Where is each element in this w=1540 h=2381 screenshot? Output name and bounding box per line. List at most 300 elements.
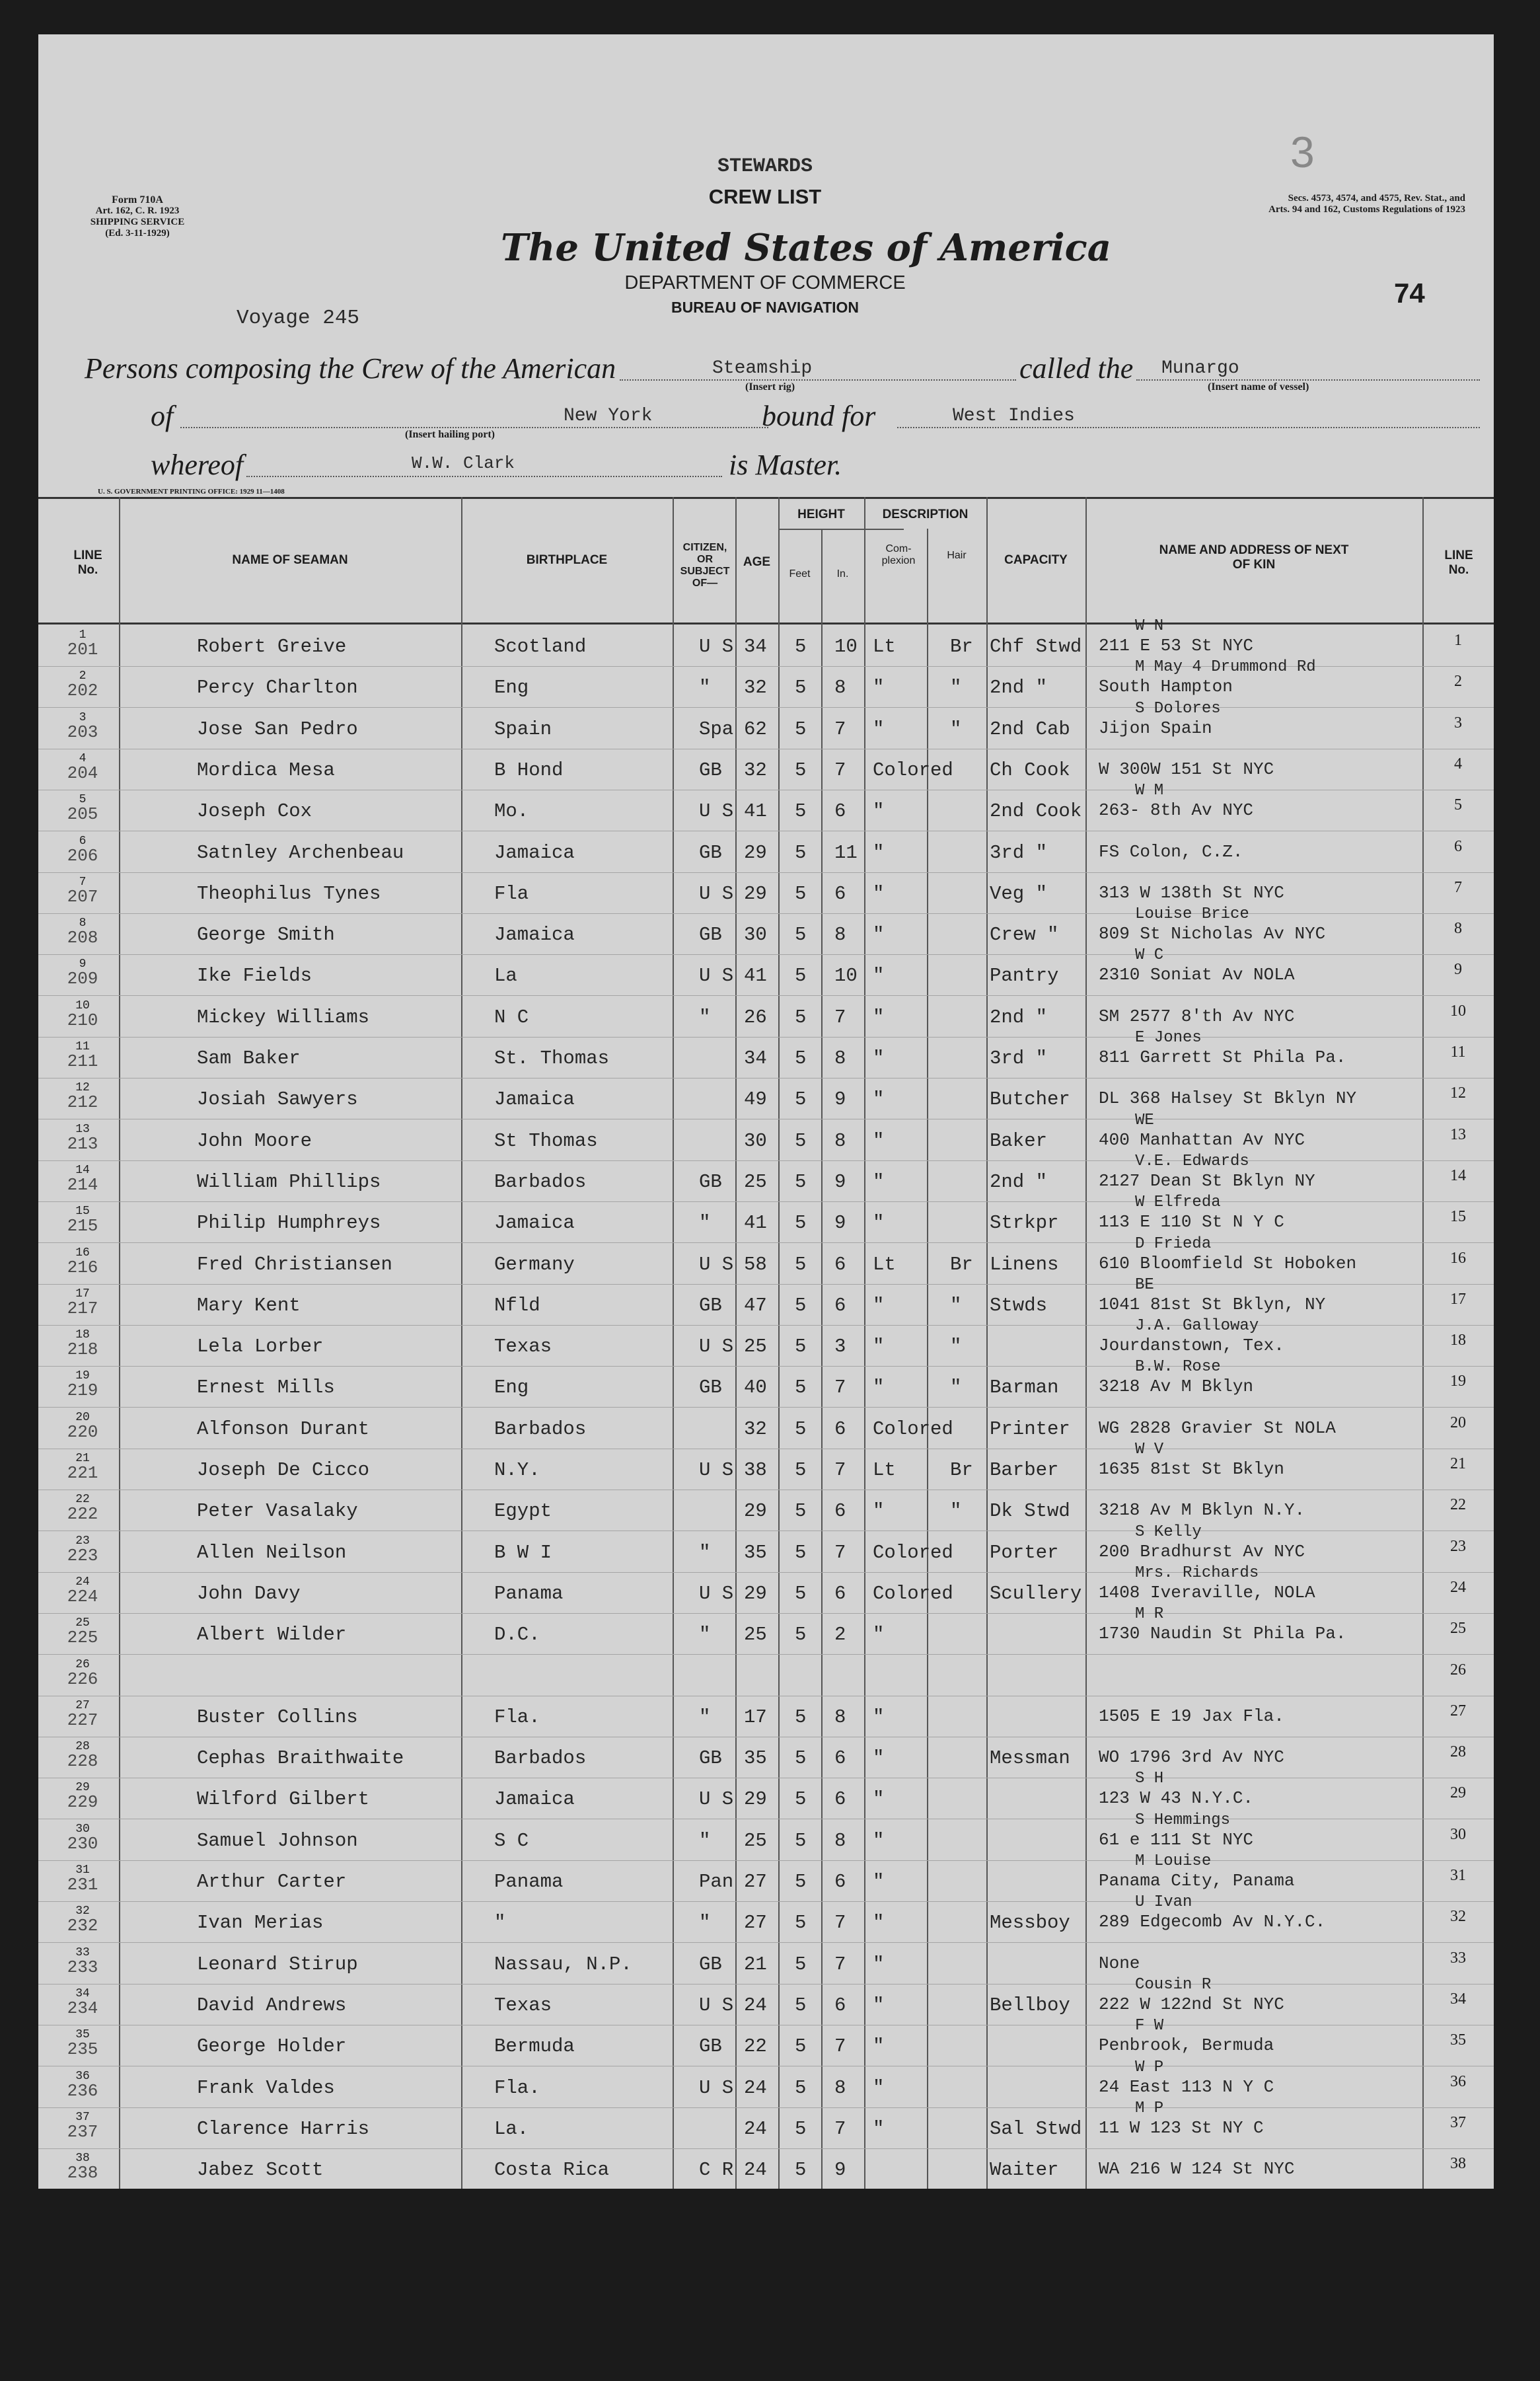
- cell-name: Samuel Johnson: [197, 1829, 358, 1852]
- cell-age: 38: [744, 1459, 767, 1481]
- cell-kin-address: 289 Edgecomb Av N.Y.C.: [1099, 1912, 1326, 1932]
- cell-cit: GB: [699, 1170, 722, 1193]
- line-code: 222: [67, 1504, 98, 1525]
- line-index: 34: [75, 1986, 90, 2000]
- table-top-border: [38, 497, 1494, 499]
- table-row: [38, 1737, 1494, 1778]
- cell-birth: Bermuda: [494, 2035, 575, 2058]
- cell-cap: Pantry: [990, 965, 1059, 987]
- cell-ft: 5: [795, 759, 807, 781]
- cell-ft: 5: [795, 1582, 807, 1605]
- cell-kin-name: W N: [1135, 617, 1164, 635]
- cell-comp: ": [873, 2035, 885, 2058]
- line-number-right: 6: [1454, 837, 1462, 855]
- cell-kin-address: W 300W 151 St NYC: [1099, 759, 1274, 779]
- line-number-right: 18: [1450, 1332, 1466, 1349]
- cell-cap: Bellboy: [990, 1994, 1070, 2016]
- cell-kin-address: 263- 8th Av NYC: [1099, 800, 1254, 821]
- department-title: DEPARTMENT OF COMMERCE: [624, 272, 906, 293]
- line-number-right: 19: [1450, 1373, 1466, 1390]
- cell-comp: ": [873, 1706, 885, 1728]
- table-row: [38, 1696, 1494, 1737]
- cell-birth: D.C.: [494, 1624, 540, 1646]
- line-code: 203: [67, 722, 98, 742]
- document-title: The United States of America: [501, 226, 1112, 270]
- cell-age: 25: [744, 1624, 767, 1646]
- cell-kin-name: M Louise: [1135, 1852, 1212, 1870]
- cell-name: George Smith: [197, 924, 335, 946]
- destination-fill-line: [897, 427, 1480, 428]
- line-number-left: [46, 1207, 119, 1236]
- header-hair: Hair: [947, 550, 967, 561]
- cell-cit: GB: [699, 2035, 722, 2058]
- cell-kin-name: J.A. Galloway: [1135, 1317, 1259, 1336]
- cell-age: 25: [744, 1336, 767, 1358]
- cell-comp: ": [873, 841, 885, 864]
- line-number-right: 29: [1450, 1784, 1466, 1802]
- cell-cit: GB: [699, 841, 722, 864]
- cell-ft: 5: [795, 718, 807, 740]
- cell-name: Mordica Mesa: [197, 759, 335, 781]
- cell-birth: B Hond: [494, 759, 564, 781]
- line-number-left: [46, 875, 119, 907]
- line-index: 21: [75, 1452, 90, 1465]
- line-number-left: [46, 834, 119, 866]
- cell-kin-name: S Dolores: [1135, 699, 1221, 718]
- line-index: 38: [75, 2152, 90, 2166]
- line-code: 224: [67, 1586, 98, 1606]
- cell-name: Frank Valdes: [197, 2076, 335, 2099]
- line-code: 202: [67, 681, 98, 701]
- cell-comp: ": [873, 965, 885, 987]
- table-row: [38, 1605, 1494, 1655]
- cell-age: 25: [744, 1170, 767, 1193]
- table-row: [38, 1358, 1494, 1408]
- cell-name: Albert Wilder: [197, 1624, 347, 1646]
- cell-cit: ": [699, 1212, 711, 1234]
- cell-kin-address: 1505 E 19 Jax Fla.: [1099, 1706, 1284, 1726]
- cell-comp: ": [873, 677, 885, 699]
- line-number-right: 21: [1450, 1455, 1466, 1472]
- line-number-left: [46, 795, 119, 824]
- line-index: 6: [79, 834, 87, 848]
- cell-birth: Egypt: [494, 1500, 552, 1523]
- table-row: [38, 1078, 1494, 1119]
- cell-age: 29: [744, 882, 767, 905]
- line-index: 13: [75, 1122, 90, 1136]
- line-code: 233: [67, 1957, 98, 1977]
- cell-cit: U S: [699, 1994, 734, 2016]
- cell-in: 8: [834, 1706, 846, 1728]
- cell-cit: U S: [699, 2076, 734, 2099]
- cell-cit: ": [699, 1541, 711, 1564]
- cell-kin-address: Panama City, Panama: [1099, 1871, 1295, 1891]
- cell-in: 7: [834, 1541, 846, 1564]
- cell-name: Joseph Cox: [197, 800, 312, 823]
- cell-cap: Veg ": [990, 882, 1048, 905]
- line-index: 16: [75, 1246, 90, 1260]
- cell-age: 24: [744, 2076, 767, 2099]
- cell-comp: ": [873, 1788, 885, 1811]
- line-number-right: 9: [1454, 961, 1462, 979]
- line-number-left: [46, 1536, 119, 1566]
- cell-ft: 5: [795, 1871, 807, 1893]
- cell-ft: 5: [795, 2117, 807, 2140]
- line-code: 234: [67, 1998, 98, 2018]
- cell-age: 17: [744, 1706, 767, 1728]
- voyage-number: Voyage 245: [237, 307, 360, 330]
- cell-in: 6: [834, 1994, 846, 2016]
- cell-age: 32: [744, 1417, 767, 1440]
- cell-kin-address: 313 W 138th St NYC: [1099, 882, 1284, 903]
- header-capacity: CAPACITY: [1004, 553, 1068, 567]
- cell-hair: ": [950, 1500, 962, 1523]
- cell-cit: GB: [699, 924, 722, 946]
- cell-birth: N C: [494, 1006, 529, 1028]
- cell-comp: ": [873, 2117, 885, 2140]
- cell-name: Joseph De Cicco: [197, 1459, 370, 1481]
- line-index: 8: [79, 917, 87, 930]
- cell-birth: B W I: [494, 1541, 552, 1564]
- line-index: 27: [75, 1698, 90, 1712]
- cell-cit: GB: [699, 1294, 722, 1316]
- cell-comp: Lt: [873, 1459, 896, 1481]
- cell-in: 6: [834, 1417, 846, 1440]
- cell-cit: ": [699, 1706, 711, 1728]
- cell-in: 7: [834, 1953, 846, 1975]
- line-code: 215: [67, 1216, 98, 1236]
- table-row: [38, 2099, 1494, 2149]
- form-info-line: (Ed. 3-11-1929): [105, 228, 170, 239]
- cell-kin-name: W Elfreda: [1135, 1193, 1221, 1212]
- cell-name: George Holder: [197, 2035, 347, 2058]
- line-number-right: 27: [1450, 1702, 1466, 1720]
- line-index: 25: [75, 1616, 90, 1630]
- cell-comp: Colored: [873, 759, 953, 781]
- cell-ft: 5: [795, 882, 807, 905]
- cell-ft: 5: [795, 1129, 807, 1152]
- line-code: 216: [67, 1257, 98, 1277]
- bound-for-label: bound for: [762, 400, 876, 432]
- table-row: [38, 1811, 1494, 1861]
- table-row: [38, 2058, 1494, 2108]
- cell-cap: Strkpr: [990, 1212, 1059, 1234]
- line-index: 30: [75, 1822, 90, 1836]
- stewards-stamp: STEWARDS: [717, 155, 813, 178]
- header-feet: Feet: [789, 568, 811, 580]
- cell-birth: Fla: [494, 882, 529, 905]
- cell-birth: La: [494, 965, 517, 987]
- line-code: 227: [67, 1710, 98, 1730]
- line-number-right: 22: [1450, 1496, 1466, 1514]
- line-number-right: 34: [1450, 1990, 1466, 2008]
- line-number-right: 4: [1454, 755, 1462, 773]
- line-code: 211: [67, 1051, 98, 1071]
- table-row: [38, 1029, 1494, 1078]
- cell-ft: 5: [795, 1253, 807, 1275]
- line-index: 37: [75, 2110, 90, 2124]
- line-index: 24: [75, 1575, 90, 1589]
- cell-age: 30: [744, 1129, 767, 1152]
- cell-name: Buster Collins: [197, 1706, 358, 1728]
- table-row: [38, 749, 1494, 790]
- line-number-left: [46, 1698, 119, 1730]
- cell-comp: ": [873, 2076, 885, 2099]
- cell-name: Philip Humphreys: [197, 1212, 381, 1234]
- cell-age: 41: [744, 800, 767, 823]
- cell-ft: 5: [795, 800, 807, 823]
- cell-in: 6: [834, 882, 846, 905]
- port-value: New York: [564, 406, 653, 426]
- cell-cap: Dk Stwd: [990, 1500, 1070, 1523]
- line-number-left: [46, 1410, 119, 1442]
- cell-in: 6: [834, 1871, 846, 1893]
- cell-ft: 5: [795, 1006, 807, 1028]
- cell-birth: Texas: [494, 1336, 552, 1358]
- cell-comp: ": [873, 1336, 885, 1358]
- cell-in: 6: [834, 1500, 846, 1523]
- cell-kin-address: WO 1796 3rd Av NYC: [1099, 1747, 1284, 1768]
- cell-name: Peter Vasalaky: [197, 1500, 358, 1523]
- cell-cap: 2nd Cook: [990, 800, 1082, 823]
- cell-kin-name: Cousin R: [1135, 1975, 1212, 1994]
- line-number-right: 28: [1450, 1743, 1466, 1761]
- line-code: 212: [67, 1092, 98, 1113]
- line-number-right: 20: [1450, 1414, 1466, 1431]
- line-number-right: 15: [1450, 1208, 1466, 1226]
- cell-name: John Moore: [197, 1129, 312, 1152]
- cell-kin-name: Mrs. Richards: [1135, 1564, 1259, 1582]
- line-number-left: [46, 1122, 119, 1154]
- line-number-left: [46, 2110, 119, 2142]
- line-code: 238: [67, 2163, 98, 2183]
- line-number-right: 17: [1450, 1290, 1466, 1308]
- printer-note: U. S. GOVERNMENT PRINTING OFFICE: 1929 11—1408: [98, 488, 285, 496]
- whereof-label: whereof: [151, 449, 244, 481]
- cell-cit: GB: [699, 1747, 722, 1770]
- header-age: AGE: [743, 555, 771, 569]
- cell-name: Arthur Carter: [197, 1871, 347, 1893]
- cell-comp: ": [873, 1624, 885, 1646]
- cell-age: 29: [744, 1500, 767, 1523]
- cell-cap: Crew ": [990, 924, 1059, 946]
- vessel-fill-line: [1136, 379, 1480, 381]
- cell-birth: Jamaica: [494, 841, 575, 864]
- cell-kin-name: Louise Brice: [1135, 905, 1249, 924]
- cell-comp: ": [873, 1212, 885, 1234]
- sheet-number: 74: [1394, 278, 1425, 309]
- cell-name: Mickey Williams: [197, 1006, 370, 1028]
- cell-kin-name: F W: [1135, 2017, 1164, 2035]
- cell-birth: Nassau, N.P.: [494, 1953, 632, 1975]
- line-number-left: [46, 919, 119, 948]
- table-row: [38, 1893, 1494, 1943]
- crew-of-label: Persons composing the Crew of the American: [85, 352, 616, 385]
- header-line-no-right: LINE No.: [1444, 548, 1473, 577]
- cell-cit: C R: [699, 2159, 734, 2181]
- line-number-left: [46, 1866, 119, 1895]
- cell-cap: Chf Stwd: [990, 636, 1082, 658]
- cell-age: 41: [744, 1212, 767, 1234]
- cell-birth: St. Thomas: [494, 1047, 610, 1069]
- cell-kin-address: FS Colon, C.Z.: [1099, 841, 1243, 862]
- cell-kin-address: SM 2577 8'th Av NYC: [1099, 1006, 1295, 1026]
- cell-age: 41: [744, 965, 767, 987]
- cell-birth: Costa Rica: [494, 2159, 610, 2181]
- cell-kin-name: W P: [1135, 2058, 1164, 2076]
- line-number-left: [46, 1742, 119, 1771]
- cell-age: 49: [744, 1088, 767, 1111]
- cell-ft: 5: [795, 636, 807, 658]
- cell-kin-address: 809 St Nicholas Av NYC: [1099, 924, 1326, 944]
- line-index: 29: [75, 1781, 90, 1795]
- cell-comp: ": [873, 1006, 885, 1028]
- cell-kin-address: 1635 81st St Bklyn: [1099, 1459, 1284, 1479]
- form-info-line: Form 710A: [112, 194, 163, 206]
- line-number-right: 38: [1450, 2155, 1466, 2173]
- line-code: 228: [67, 1751, 98, 1772]
- cell-hair: Br: [950, 1459, 973, 1481]
- line-number-right: 16: [1450, 1249, 1466, 1267]
- cell-cap: Linens: [990, 1253, 1059, 1275]
- cell-comp: ": [873, 1377, 885, 1399]
- cell-kin-address: None: [1099, 1953, 1140, 1973]
- cell-birth: Jamaica: [494, 924, 575, 946]
- cell-name: David Andrews: [197, 1994, 347, 2016]
- cell-ft: 5: [795, 677, 807, 699]
- line-code: 209: [67, 969, 98, 989]
- cell-cit: U S: [699, 965, 734, 987]
- cell-kin-address: 61 e 111 St NYC: [1099, 1829, 1254, 1850]
- cell-kin-address: 2310 Soniat Av NOLA: [1099, 965, 1295, 985]
- cell-name: Theophilus Tynes: [197, 882, 381, 905]
- line-number-right: 5: [1454, 796, 1462, 814]
- cell-comp: Colored: [873, 1582, 953, 1605]
- cell-in: 8: [834, 1047, 846, 1069]
- line-index: 1: [79, 628, 87, 642]
- cell-ft: 5: [795, 1829, 807, 1852]
- cell-ft: 5: [795, 1706, 807, 1728]
- table-row: [38, 1490, 1494, 1531]
- line-code: 214: [67, 1174, 98, 1195]
- cell-cit: U S: [699, 636, 734, 658]
- cell-kin-address: 1730 Naudin St Phila Pa.: [1099, 1624, 1346, 1644]
- cell-name: Wilford Gilbert: [197, 1788, 370, 1811]
- line-code: 225: [67, 1628, 98, 1648]
- cell-ft: 5: [795, 1294, 807, 1316]
- line-number-left: [46, 1371, 119, 1400]
- line-number-left: [46, 2154, 119, 2183]
- cell-age: 29: [744, 841, 767, 864]
- cell-age: 27: [744, 1871, 767, 1893]
- line-number-left: [46, 1163, 119, 1195]
- table-row: [38, 1441, 1494, 1490]
- line-number-right: 35: [1450, 2031, 1466, 2049]
- cell-ft: 5: [795, 1459, 807, 1481]
- line-number-left: [46, 1001, 119, 1030]
- vessel-caption: (Insert name of vessel): [1208, 381, 1309, 393]
- cell-age: 32: [744, 677, 767, 699]
- line-number-right: 11: [1450, 1043, 1466, 1061]
- cell-birth: Barbados: [494, 1170, 587, 1193]
- line-number-left: [46, 710, 119, 742]
- cell-ft: 5: [795, 2035, 807, 2058]
- cell-cit: U S: [699, 1336, 734, 1358]
- cell-comp: ": [873, 800, 885, 823]
- line-index: 17: [75, 1287, 90, 1301]
- line-index: 14: [75, 1163, 90, 1177]
- cell-cap: Messman: [990, 1747, 1070, 1770]
- cell-comp: ": [873, 1747, 885, 1770]
- crew-list-sheet: [38, 34, 1494, 2189]
- cell-birth: Panama: [494, 1871, 564, 1893]
- cell-kin-name: BE: [1135, 1275, 1154, 1294]
- cell-comp: ": [873, 1912, 885, 1934]
- cell-age: 25: [744, 1829, 767, 1852]
- cell-kin-address: South Hampton: [1099, 677, 1233, 697]
- cell-cit: GB: [699, 1377, 722, 1399]
- cell-ft: 5: [795, 1788, 807, 1811]
- cell-name: Ike Fields: [197, 965, 312, 987]
- rig-fill-line: [620, 379, 1016, 381]
- statute-line: Secs. 4573, 4574, and 4575, Rev. Stat., and: [1288, 193, 1465, 204]
- cell-name: Clarence Harris: [197, 2117, 370, 2140]
- cell-name: Robert Greive: [197, 636, 347, 658]
- cell-cap: Sal Stwd: [990, 2117, 1082, 2140]
- line-number-right: 7: [1454, 878, 1462, 896]
- cell-age: 34: [744, 1047, 767, 1069]
- cell-ft: 5: [795, 1170, 807, 1193]
- cell-hair: Br: [950, 636, 973, 658]
- line-index: 35: [75, 2028, 90, 2042]
- cell-in: 7: [834, 2117, 846, 2140]
- cell-birth: Eng: [494, 1377, 529, 1399]
- line-index: 18: [75, 1328, 90, 1342]
- cell-cap: Barber: [990, 1459, 1059, 1481]
- cell-age: 27: [744, 1912, 767, 1934]
- cell-name: Fred Christiansen: [197, 1253, 392, 1275]
- cell-ft: 5: [795, 1336, 807, 1358]
- line-number-right: 3: [1454, 714, 1462, 732]
- cell-hair: ": [950, 718, 962, 740]
- cell-kin-address: 610 Bloomfield St Hoboken: [1099, 1253, 1357, 1273]
- table-row: [38, 1975, 1494, 2025]
- cell-ft: 5: [795, 1747, 807, 1770]
- cell-cap: Baker: [990, 1129, 1048, 1152]
- cell-name: John Davy: [197, 1582, 301, 1605]
- line-number-left: [46, 1657, 119, 1689]
- header-line-no-left: LINE No.: [73, 548, 102, 577]
- cell-comp: ": [873, 1294, 885, 1316]
- line-code: 204: [67, 763, 98, 783]
- cell-in: 8: [834, 1129, 846, 1152]
- master-value: W.W. Clark: [412, 453, 515, 473]
- cell-cit: ": [699, 1912, 711, 1934]
- cell-comp: ": [873, 1088, 885, 1111]
- cell-in: 8: [834, 924, 846, 946]
- table-row: [38, 1770, 1494, 1819]
- line-number-right: 24: [1450, 1578, 1466, 1596]
- cell-hair: Br: [950, 1253, 973, 1275]
- cell-age: 21: [744, 1953, 767, 1975]
- line-code: 208: [67, 928, 98, 948]
- line-index: 32: [75, 1905, 90, 1918]
- cell-cap: Butcher: [990, 1088, 1070, 1111]
- cell-kin-address: 3218 Av M Bklyn N.Y.: [1099, 1500, 1305, 1521]
- cell-in: 11: [834, 841, 858, 864]
- cell-name: Percy Charlton: [197, 677, 358, 699]
- line-index: 36: [75, 2069, 90, 2083]
